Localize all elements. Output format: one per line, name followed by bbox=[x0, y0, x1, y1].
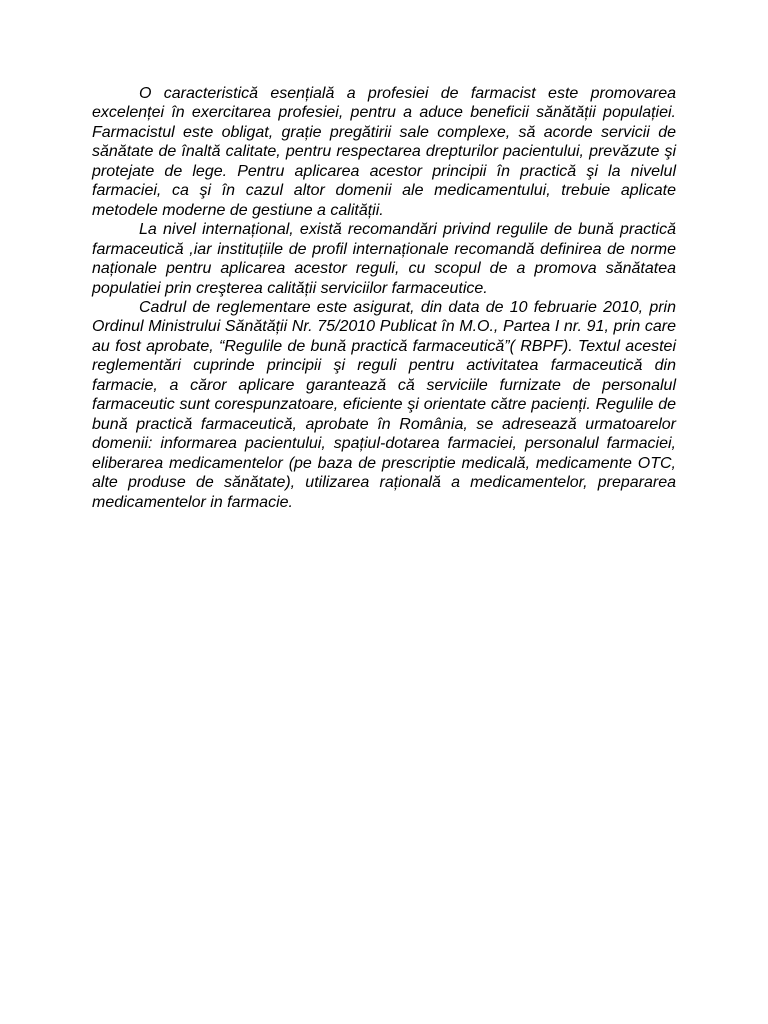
document-page bbox=[92, 84, 676, 512]
paragraph-international-recommendations: La nivel internațional, există recomandări privind regulile de bună practică farmaceutică ,iar instituțiile de profil internaționale recomandă definirea de norme naționale pentru aplicarea acestor reguli, cu scopul de a promova sănătatea populatiei prin creşterea calității serviciilor farmaceutice. bbox=[92, 221, 676, 297]
paragraph-professional-excellence: O caracteristică esențială a profesiei de farmacist este promovarea excelenței în exercitarea profesiei, pentru a aduce beneficii sănătății populației. Farmacistul este obligat, grație pregătirii sale complexe, să acorde servicii de sănătate de înaltă calitate, pentru respectarea drepturilor pacientului, prevăzute şi protejate de lege. Pentru aplicarea acestor principii în practică şi la nivelul farmaciei, ca şi în cazul altor domenii ale medicamentului, trebuie aplicate metodele moderne de gestiune a calității. bbox=[92, 85, 676, 219]
paragraph-regulatory-framework: Cadrul de reglementare este asigurat, din data de 10 februarie 2010, prin Ordinul Ministrului Sănătății Nr. 75/2010 Publicat în M.O., Partea I nr. 91, prin care au fost aprobate, “Regulile de bună practică farmaceutică”( RBPF). Textul acestei reglementări cuprinde principii şi reguli pentru activitatea farmaceutică din farmacie, a căror aplicare garantează că serviciile furnizate de personalul farmaceutic sunt corespunzatoare, eficiente şi orientate către pacienți. Regulile de bună practică farmaceutică, aprobate în România, se adresează urmatoarelor domenii: informarea pacientului, spațiul-dotarea farmaciei, personalul farmaciei, eliberarea medicamentelor (pe baza de prescriptie medicală, medicamente OTC, alte produse de sănătate), utilizarea rațională a medicamentelor, prepararea medicamentelor in farmacie. bbox=[92, 298, 676, 511]
